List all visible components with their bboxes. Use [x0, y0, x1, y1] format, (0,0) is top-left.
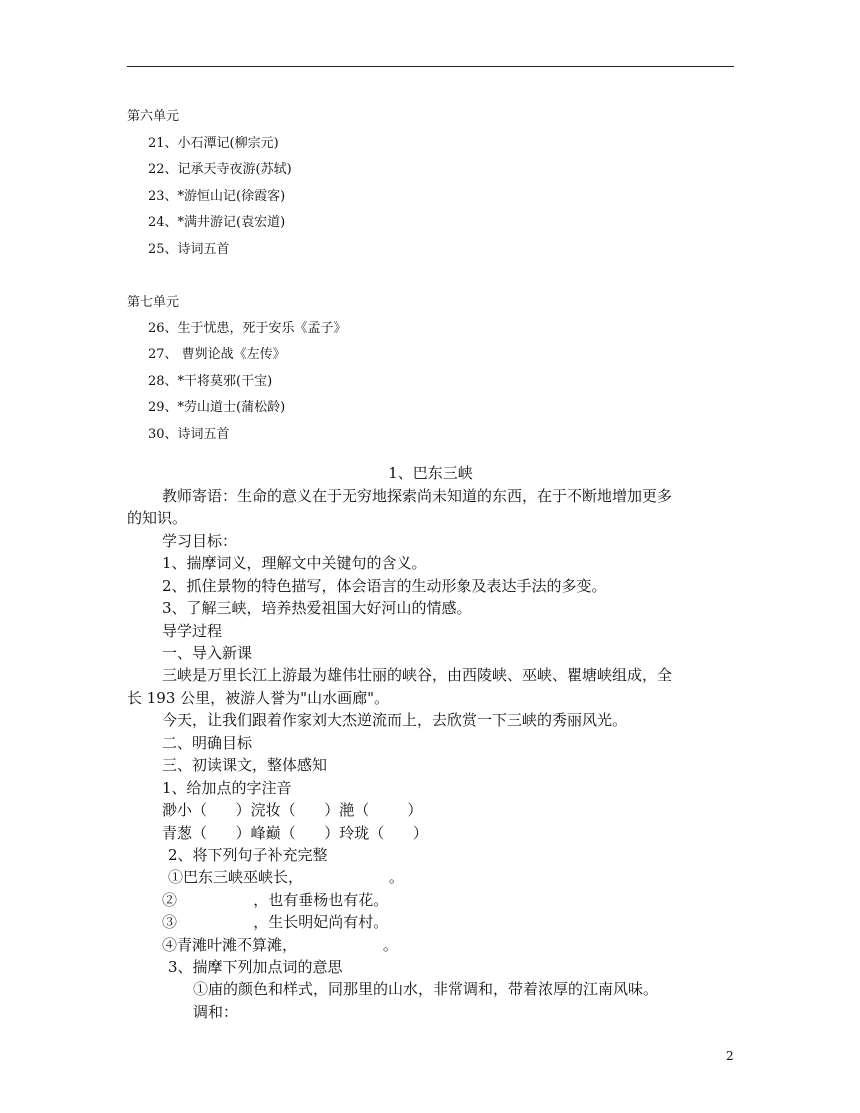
unit7-item: 28、*干将莫邪(干宝)	[148, 374, 273, 389]
section-heading: 二、明确目标	[162, 734, 253, 752]
page-number: 2	[726, 1049, 734, 1063]
goal-item: 3、了解三峡，培养热爱祖国大好河山的情感。	[162, 599, 472, 617]
unit6-heading: 第六单元	[127, 109, 180, 124]
section-heading: 一、导入新课	[162, 644, 253, 662]
process-heading: 导学过程	[162, 622, 223, 640]
question-heading: 1、给加点的字注音	[162, 779, 292, 797]
teacher-message: 教师寄语：生命的意义在于无穷地探索尚未知道的东西，在于不断地增加更多	[162, 487, 673, 505]
sentence-item: ①庙的颜色和样式，同那里的山水，非常调和，带着浓厚的江南风味。	[193, 980, 659, 998]
teacher-message-cont: 的知识。	[127, 509, 188, 527]
unit6-item: 25、诗词五首	[148, 242, 230, 257]
section-heading: 三、初读课文，整体感知	[162, 756, 328, 774]
unit6-item: 22、记承天寺夜游(苏轼)	[148, 162, 292, 177]
question-heading: 2、将下列句子补充完整	[168, 846, 328, 864]
unit6-item: 24、*满井游记(袁宏道)	[148, 215, 286, 230]
question-heading: 3、揣摩下列加点词的意思	[168, 958, 343, 976]
pinyin-row: 青葱（ ）峰巅（ ）玲珑（ ）	[162, 824, 428, 842]
unit7-heading: 第七单元	[127, 295, 180, 310]
fill-blank-line: ③ ，生长明妃尚有村。	[162, 913, 389, 931]
fill-blank-line: ①巴东三峡巫峡长， 。	[168, 868, 404, 886]
goal-item: 1、揣摩词义，理解文中关键句的含义。	[162, 554, 427, 572]
unit7-item: 27、 曹刿论战《左传》	[148, 347, 286, 362]
unit7-item: 29、*劳山道士(蒲松龄)	[148, 400, 286, 415]
unit6-item: 21、小石潭记(柳宗元)	[148, 136, 279, 151]
fill-blank-line: ④青滩叶滩不算滩， 。	[162, 936, 398, 954]
lesson-title: 1、巴东三峡	[388, 464, 473, 482]
unit7-item: 26、生于忧患，死于安乐《孟子》	[148, 321, 347, 336]
pinyin-row: 渺小（ ）浣妆（ ）滟（ ）	[162, 801, 423, 819]
header-rule	[127, 66, 734, 67]
intro-paragraph-2: 今天，让我们跟着作家刘大杰逆流而上，去欣赏一下三峡的秀丽风光。	[162, 711, 628, 729]
intro-paragraph: 三峡是万里长江上游最为雄伟壮丽的峡谷，由西陵峡、巫峡、瞿塘峡组成，全	[162, 666, 673, 684]
goal-item: 2、抓住景物的特色描写，体会语言的生动形象及表达手法的多变。	[162, 577, 607, 595]
answer-label: 调和：	[193, 1003, 239, 1021]
fill-blank-line: ② ，也有垂杨也有花。	[162, 891, 389, 909]
intro-paragraph-cont: 长 193 公里，被游人誉为"山水画廊"。	[127, 689, 389, 707]
goals-heading: 学习目标：	[162, 532, 238, 550]
unit6-item: 23、*游恒山记(徐霞客)	[148, 189, 286, 204]
unit7-item: 30、诗词五首	[148, 427, 230, 442]
